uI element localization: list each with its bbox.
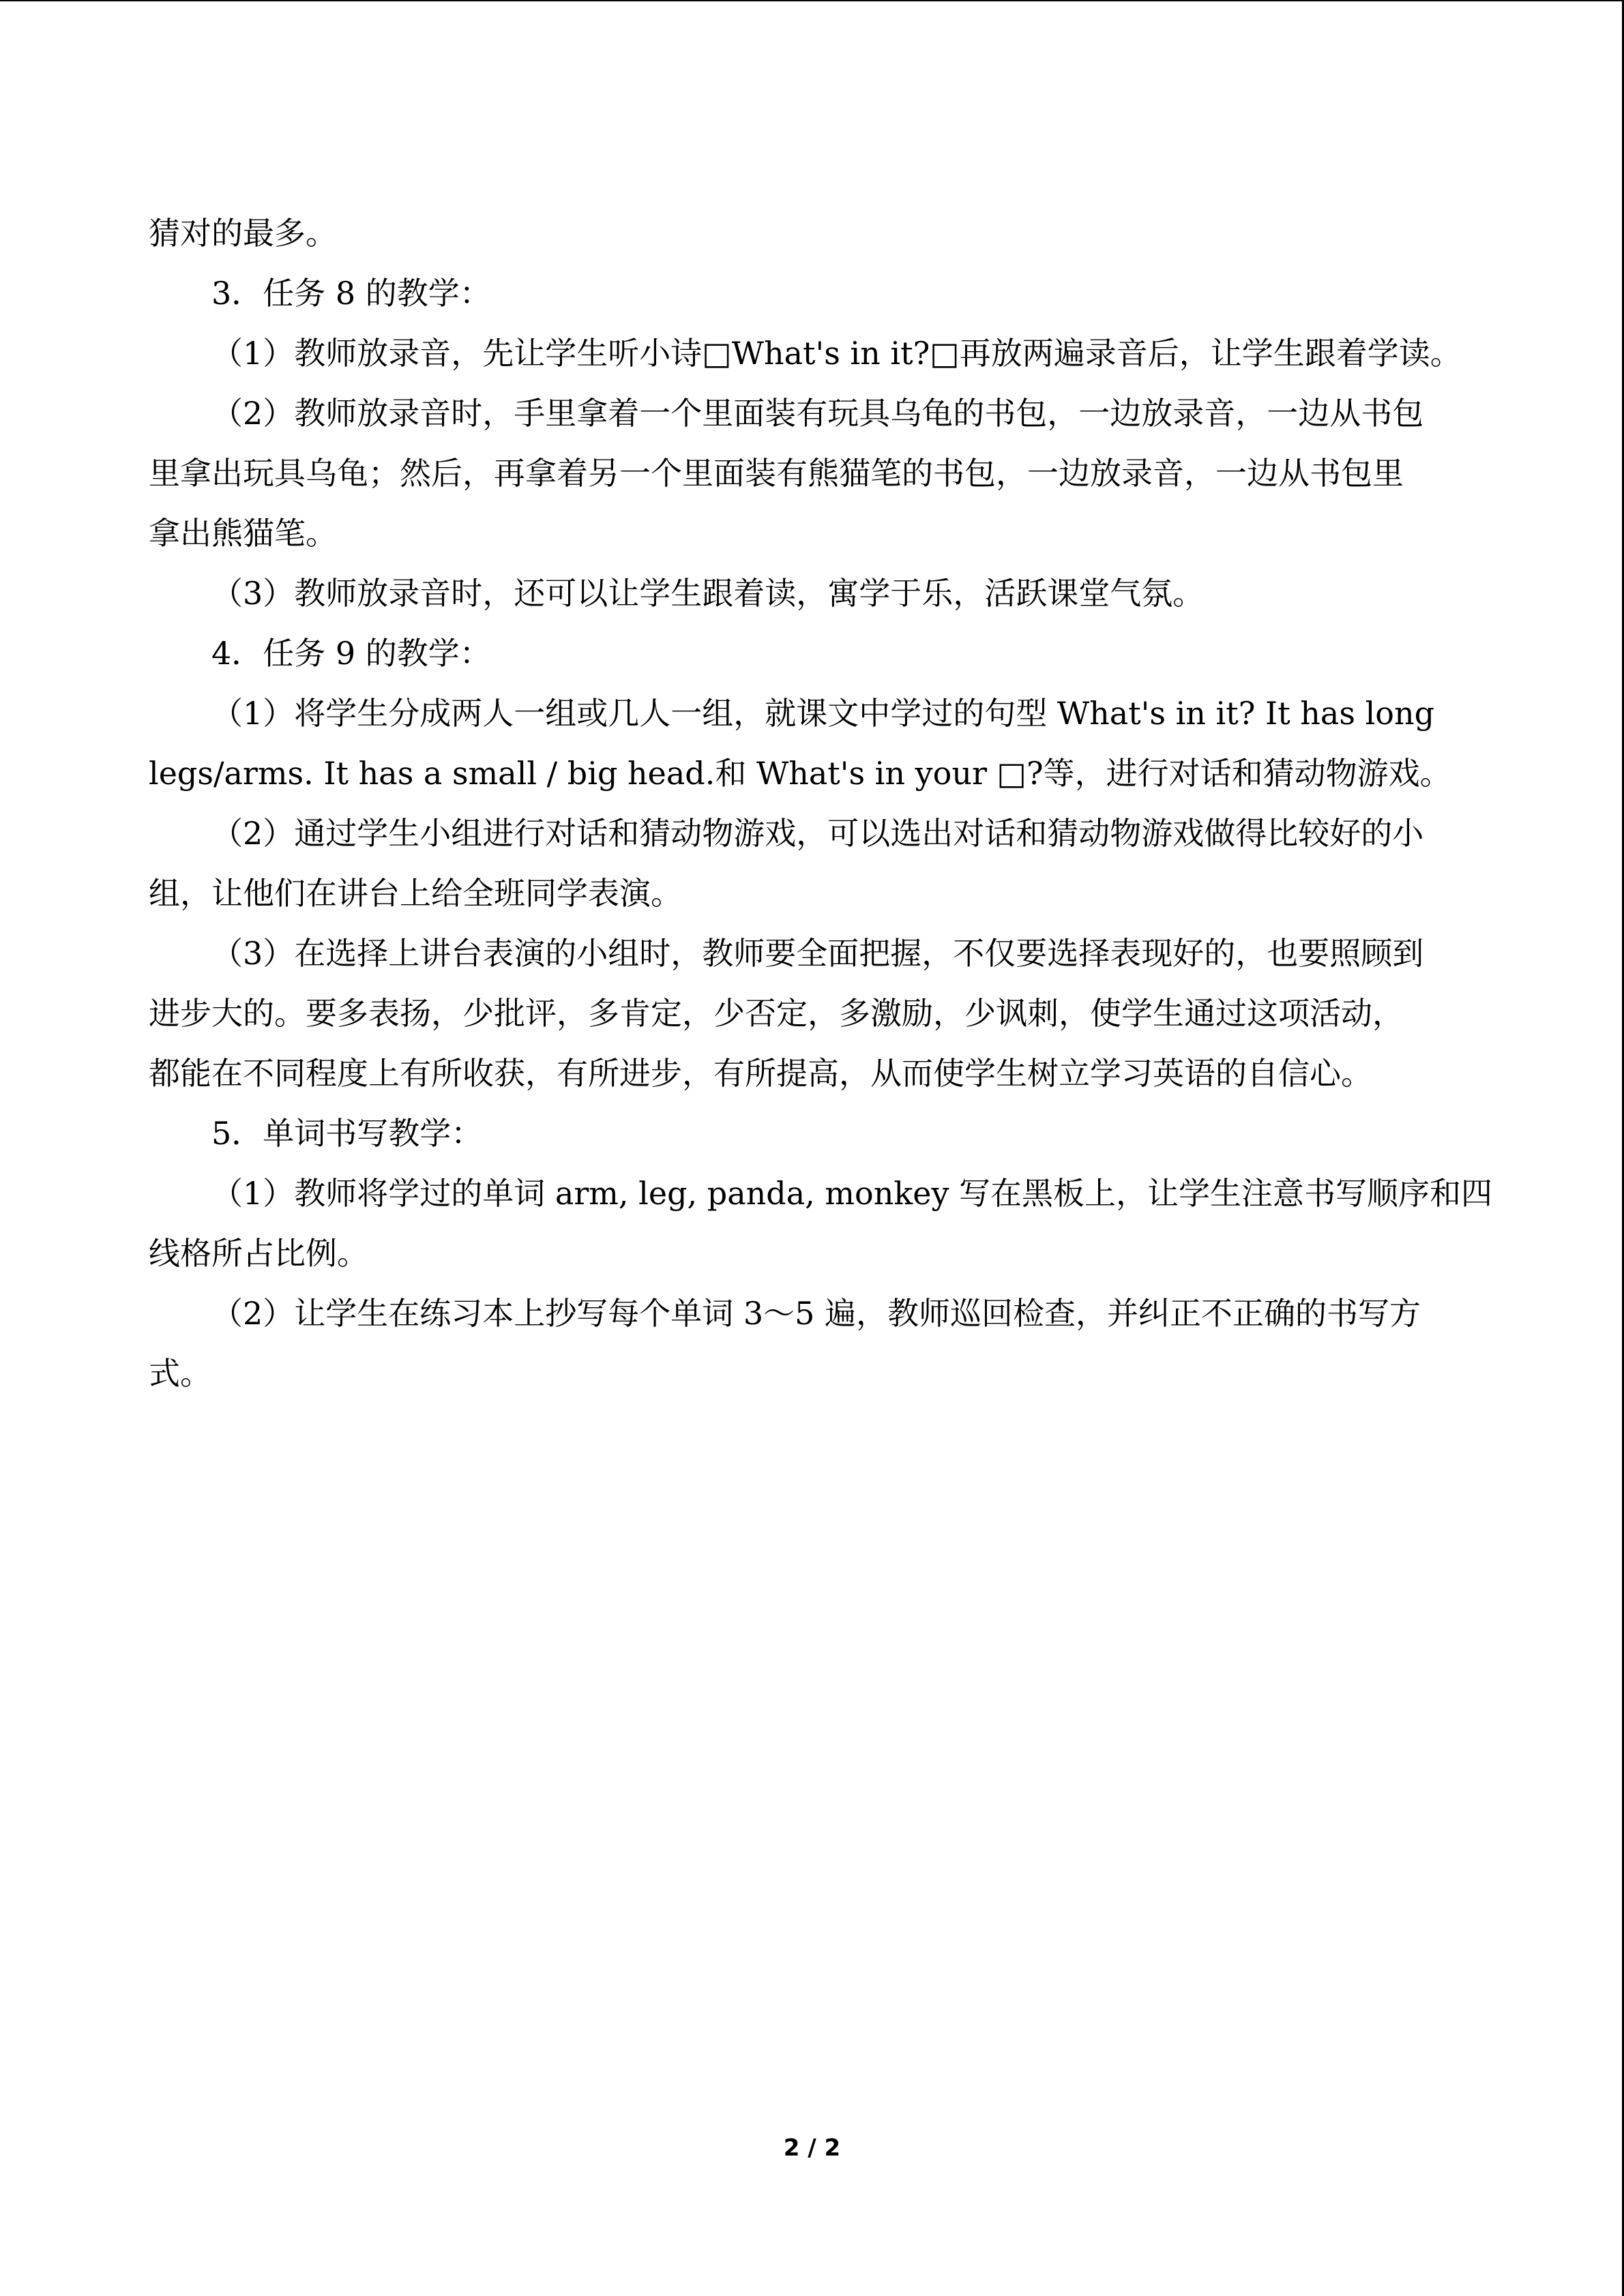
section-heading-task-9: 4．任务 9 的教学： xyxy=(211,635,491,672)
paragraph-line: （1）教师放录音，先让学生听小诗□What's in it?□再放两遍录音后，让学生跟着学读。 xyxy=(211,335,1462,372)
section-heading-task-8: 3．任务 8 的教学： xyxy=(211,275,491,312)
paragraph-line: legs/arms. It has a small / big head.和 What's in your □?等，进行对话和猜动物游戏。 xyxy=(149,755,1451,792)
paragraph-line: （2）教师放录音时，手里拿着一个里面装有玩具乌龟的书包，一边放录音，一边从书包 xyxy=(211,395,1424,432)
paragraph-line: 都能在不同程度上有所收获，有所进步，有所提高，从而使学生树立学习英语的自信心。 xyxy=(149,1055,1372,1092)
paragraph-line: 式。 xyxy=(149,1355,211,1392)
section-heading-word-writing: 5．单词书写教学： xyxy=(211,1115,483,1152)
paragraph-line: 里拿出玩具乌龟；然后，再拿着另一个里面装有熊猫笔的书包，一边放录音，一边从书包里 xyxy=(149,455,1404,492)
paragraph-line: 猜对的最多。 xyxy=(149,215,337,252)
paragraph-line: （2）让学生在练习本上抄写每个单词 3～5 遍，教师巡回检查，并纠正不正确的书写方 xyxy=(211,1295,1421,1332)
paragraph-line: （2）通过学生小组进行对话和猜动物游戏，可以选出对话和猜动物游戏做得比较好的小 xyxy=(211,815,1424,852)
paragraph-line: 拿出熊猫笔。 xyxy=(149,515,337,552)
page-top-border xyxy=(0,0,1624,1)
paragraph-line: 进步大的。要多表扬，少批评，多肯定，少否定，多激励，少讽刺，使学生通过这项活动， xyxy=(149,995,1404,1032)
paragraph-line: （1）将学生分成两人一组或几人一组，就课文中学过的句型 What's in it? It has long xyxy=(211,695,1435,732)
paragraph-line: （1）教师将学过的单词 arm, leg, panda, monkey 写在黑板上，让学生注意书写顺序和四 xyxy=(211,1175,1493,1212)
paragraph-line: 组，让他们在讲台上给全班同学表演。 xyxy=(149,875,682,912)
paragraph-line: （3）教师放录音时，还可以让学生跟着读，寓学于乐，活跃课堂气氛。 xyxy=(211,575,1205,612)
document-body xyxy=(149,203,1493,1403)
paragraph-line: 线格所占比例。 xyxy=(149,1235,368,1272)
paragraph-line: （3）在选择上讲台表演的小组时，教师要全面把握，不仅要选择表现好的，也要照顾到 xyxy=(211,935,1424,972)
page-number: 2 / 2 xyxy=(783,2134,841,2162)
